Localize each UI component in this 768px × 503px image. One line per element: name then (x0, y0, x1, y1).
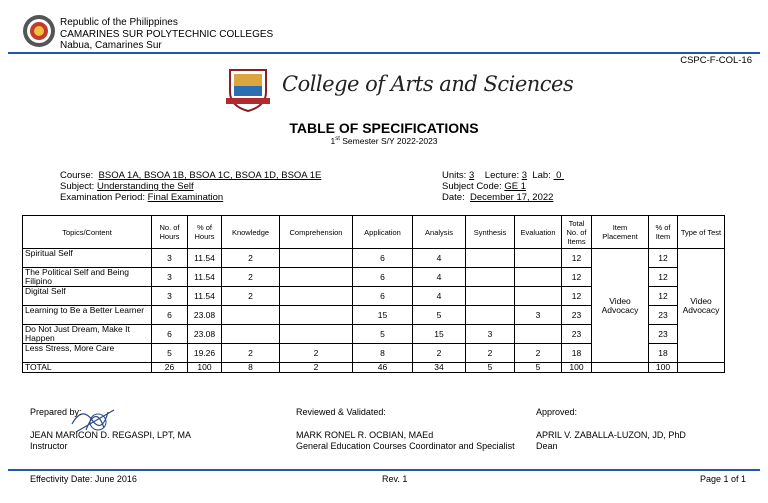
prepared-title: Instructor (30, 441, 68, 451)
cell-synthesis (466, 249, 515, 268)
header-country: Republic of the Philippines (60, 17, 178, 28)
col-knowledge: Knowledge (222, 216, 280, 249)
total-label: TOTAL (23, 363, 152, 373)
cell-knowledge: 2 (222, 268, 280, 287)
prepared-name: JEAN MARICON D. REGASPI, LPT, MA (30, 430, 192, 440)
header-school: CAMARINES SUR POLYTECHNIC COLLEGES (60, 29, 274, 40)
cell-hours: 3 (152, 268, 188, 287)
header-rule (8, 52, 760, 54)
cell-pct-item: 12 (649, 249, 678, 268)
total-synthesis: 5 (466, 363, 515, 373)
col-hours: No. of Hours (152, 216, 188, 249)
cell-evaluation (515, 287, 562, 306)
col-synthesis: Synthesis (466, 216, 515, 249)
cell-evaluation: 3 (515, 306, 562, 325)
cell-knowledge (222, 306, 280, 325)
cell-application: 6 (353, 287, 413, 306)
college-seal (224, 66, 272, 112)
cell-comprehension (280, 325, 353, 344)
cell-knowledge (222, 325, 280, 344)
cell-comprehension (280, 287, 353, 306)
col-type-of-test: Type of Test (678, 216, 725, 249)
cell-type-of-test: Video Advocacy (678, 249, 725, 363)
cell-synthesis (466, 268, 515, 287)
effectivity-date: Effectivity Date: June 2016 (30, 474, 137, 484)
semester: 1st Semester S/Y 2022-2023 (330, 136, 438, 146)
cell-comprehension (280, 249, 353, 268)
col-application: Application (353, 216, 413, 249)
subject-value: Understanding the Self (96, 181, 194, 192)
col-evaluation: Evaluation (515, 216, 562, 249)
cell-topic: The Political Self and Being Filipino (23, 268, 152, 287)
cell-total: 12 (562, 268, 592, 287)
cell-pct: 11.54 (188, 249, 222, 268)
total-row (23, 363, 725, 373)
cell-comprehension: 2 (280, 344, 353, 363)
cell-knowledge: 2 (222, 344, 280, 363)
total-comprehension: 2 (280, 363, 353, 373)
course-row: Course: BSOA 1A, BSOA 1B, BSOA 1C, BSOA 1D, BSOA 1E (60, 170, 322, 181)
date-row: Date: December 17, 2022 (442, 192, 554, 203)
form-code: CSPC-F-COL-16 (680, 55, 752, 66)
cell-hours: 6 (152, 325, 188, 344)
cell-application: 15 (353, 306, 413, 325)
college-name: College of Arts and Sciences (282, 72, 574, 96)
page-number: Page 1 of 1 (699, 474, 746, 484)
cell-pct: 23.08 (188, 306, 222, 325)
col-topics: Topics/Content (23, 216, 152, 249)
cell-analysis: 5 (413, 306, 466, 325)
col-pct-item: % of Item (649, 216, 678, 249)
cell-synthesis (466, 306, 515, 325)
cell-pct-item: 12 (649, 268, 678, 287)
total-hours: 26 (152, 363, 188, 373)
cell-pct: 23.08 (188, 325, 222, 344)
total-type-empty (678, 363, 725, 373)
subject-code-row: Subject Code: GE 1 (442, 181, 526, 192)
total-application: 46 (353, 363, 413, 373)
cell-hours: 3 (152, 249, 188, 268)
cell-pct-item: 18 (649, 344, 678, 363)
cell-evaluation (515, 249, 562, 268)
cell-pct-item: 12 (649, 287, 678, 306)
col-total-items: Total No. of Items (562, 216, 592, 249)
total-evaluation: 5 (515, 363, 562, 373)
reviewed-label: Reviewed & Validated: (296, 407, 386, 417)
document-title: TABLE OF SPECIFICATIONS (289, 120, 479, 136)
total-pct: 100 (188, 363, 222, 373)
cell-pct: 19.26 (188, 344, 222, 363)
cell-comprehension (280, 268, 353, 287)
total-pct-item: 100 (649, 363, 678, 373)
revision: Rev. 1 (382, 474, 408, 484)
cell-pct-item: 23 (649, 306, 678, 325)
cell-topic: Less Stress, More Care (23, 344, 152, 363)
col-pct-hours: % of Hours (188, 216, 222, 249)
reviewed-title: General Education Courses Coordinator and Specialist (296, 441, 515, 451)
cell-topic: Do Not Just Dream, Make It Happen (23, 325, 152, 344)
approved-label: Approved: (536, 407, 578, 417)
cell-application: 8 (353, 344, 413, 363)
units-row: Units: 3 Lecture: 3 Lab: 0 (442, 170, 562, 181)
cell-evaluation (515, 268, 562, 287)
cell-analysis: 4 (413, 287, 466, 306)
cell-topic: Digital Self (23, 287, 152, 306)
approved-name: APRIL V. ZABALLA-LUZON, JD, PhD (536, 430, 686, 440)
cell-application: 5 (353, 325, 413, 344)
cell-total: 23 (562, 306, 592, 325)
cell-analysis: 15 (413, 325, 466, 344)
subject-row: Subject: Understanding the Self (60, 181, 194, 192)
header-address: Nabua, Camarines Sur (60, 40, 162, 51)
total-placement-empty (592, 363, 649, 373)
cell-synthesis (466, 287, 515, 306)
cspc-logo (22, 14, 56, 48)
period-row: Examination Period: Final Examination (60, 192, 224, 203)
specification-table (22, 215, 725, 373)
cell-item-placement: Video Advocacy (592, 249, 649, 363)
cell-pct: 11.54 (188, 268, 222, 287)
cell-analysis: 2 (413, 344, 466, 363)
cell-analysis: 4 (413, 249, 466, 268)
table-row (23, 249, 725, 268)
col-comprehension: Comprehension (280, 216, 353, 249)
header-row (23, 216, 725, 249)
total-items: 100 (562, 363, 592, 373)
cell-application: 6 (353, 268, 413, 287)
cell-total: 18 (562, 344, 592, 363)
approved-title: Dean (536, 441, 558, 451)
cell-total: 12 (562, 249, 592, 268)
cell-analysis: 4 (413, 268, 466, 287)
footer-rule (8, 469, 760, 471)
total-knowledge: 8 (222, 363, 280, 373)
cell-synthesis: 3 (466, 325, 515, 344)
cell-knowledge: 2 (222, 249, 280, 268)
cell-total: 12 (562, 287, 592, 306)
cell-hours: 5 (152, 344, 188, 363)
cell-comprehension (280, 306, 353, 325)
cell-evaluation: 2 (515, 344, 562, 363)
cell-evaluation (515, 325, 562, 344)
cell-application: 6 (353, 249, 413, 268)
total-analysis: 34 (413, 363, 466, 373)
cell-knowledge: 2 (222, 287, 280, 306)
cell-hours: 3 (152, 287, 188, 306)
col-item-placement: Item Placement (592, 216, 649, 249)
cell-pct: 11.54 (188, 287, 222, 306)
col-analysis: Analysis (413, 216, 466, 249)
cell-topic: Spiritual Self (23, 249, 152, 268)
cell-topic: Learning to Be a Better Learner (23, 306, 152, 325)
cell-total: 23 (562, 325, 592, 344)
prepared-label: Prepared by: (30, 407, 82, 417)
cell-hours: 6 (152, 306, 188, 325)
cell-pct-item: 23 (649, 325, 678, 344)
period-value: Final Examination (147, 192, 224, 203)
reviewed-name: MARK RONEL R. OCBIAN, MAEd (296, 430, 434, 440)
cell-synthesis: 2 (466, 344, 515, 363)
course-value: BSOA 1A, BSOA 1B, BSOA 1C, BSOA 1D, BSOA 1E (98, 170, 322, 181)
